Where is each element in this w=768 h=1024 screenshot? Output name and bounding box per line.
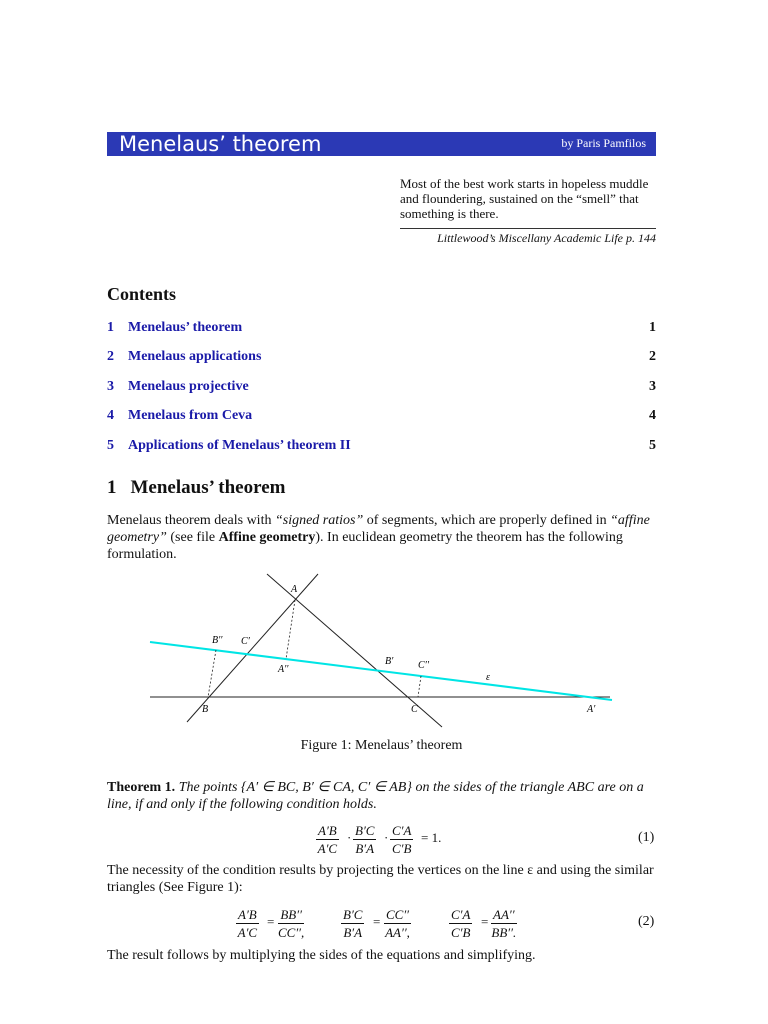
toc-item[interactable] xyxy=(107,320,656,338)
eq2-e-numerator: C′A xyxy=(451,907,471,922)
eq1-fraction-2 xyxy=(353,822,376,857)
document-title: Menelaus’ theorem xyxy=(119,132,322,156)
eq1-f3-numerator: C′A xyxy=(392,823,412,838)
intro-text: (see file xyxy=(166,530,219,545)
label-a: A xyxy=(291,584,298,595)
toc-number: 2 xyxy=(107,349,114,364)
eq2-fraction-c xyxy=(341,906,364,941)
eq2-equals: = xyxy=(267,914,275,929)
intro-text: ). In euclidean geometry the theorem has the following formulation. xyxy=(107,530,623,562)
menelaus-figure xyxy=(140,572,630,732)
title-banner xyxy=(107,132,656,156)
section-number: 1 xyxy=(107,477,117,498)
epigraph-rule xyxy=(400,228,656,229)
toc-page: 5 xyxy=(649,438,656,453)
eq2-fraction-f xyxy=(491,906,517,941)
toc-item[interactable] xyxy=(107,438,656,456)
eq1-f1-denominator: A′C xyxy=(317,841,338,856)
toc-page: 1 xyxy=(649,320,656,335)
eq1-fraction-3 xyxy=(390,822,413,857)
line-ab xyxy=(187,574,318,722)
eq1-dot: · xyxy=(347,830,352,845)
label-epsilon: ε xyxy=(486,672,490,683)
eq2-a-denominator: A′C xyxy=(237,925,258,940)
figure-caption: Figure 1: Menelaus’ theorem xyxy=(300,738,463,753)
intro-emphasis: “signed ratios” xyxy=(274,513,364,528)
transversal-line xyxy=(150,642,612,700)
eq2-b-denominator: CC′′, xyxy=(278,925,305,940)
eq1-f1-numerator: A′B xyxy=(318,823,337,838)
label-c-double-prime: C′′ xyxy=(418,660,430,671)
theorem-statement xyxy=(107,779,656,813)
eq1-f2-numerator: B′C xyxy=(355,823,375,838)
toc-link[interactable]: Menelaus’ theorem xyxy=(128,320,243,335)
equation-number-1: (1) xyxy=(638,830,655,845)
section-heading xyxy=(107,477,285,499)
eq2-c-numerator: B′C xyxy=(343,907,363,922)
theorem-label: Theorem 1. xyxy=(107,780,176,795)
eq1-fraction-1 xyxy=(316,822,339,857)
epigraph-text: Most of the best work starts in hopeless muddle and floundering, sustained on the “smell” that something is there. xyxy=(400,176,649,221)
label-a-double-prime: A′′ xyxy=(278,664,289,675)
label-b: B xyxy=(202,704,209,715)
eq2-f-numerator: AA′′ xyxy=(493,907,515,922)
toc-number: 1 xyxy=(107,320,114,335)
eq2-fraction-b xyxy=(278,906,304,941)
eq2-equals: = xyxy=(481,914,489,929)
toc-number: 4 xyxy=(107,408,114,423)
eq2-d-denominator: AA′′, xyxy=(385,925,410,940)
toc-page: 4 xyxy=(649,408,656,423)
section-title: Menelaus’ theorem xyxy=(130,477,286,498)
label-b-prime: B′ xyxy=(385,656,394,667)
eq2-c-denominator: B′A xyxy=(343,925,363,940)
toc-link[interactable]: Menelaus projective xyxy=(128,379,249,394)
projection-c xyxy=(418,676,421,697)
eq1-dot: · xyxy=(384,830,389,845)
eq2-d-numerator: CC′′ xyxy=(386,907,410,922)
eq1-f3-denominator: C′B xyxy=(392,841,412,856)
epigraph-source: Littlewood’s Miscellany Academic Life p. 144 xyxy=(437,231,656,245)
toc-page: 2 xyxy=(649,349,656,364)
intro-text: of segments, which are properly defined in xyxy=(363,513,611,528)
eq2-fraction-a xyxy=(236,906,259,941)
contents-heading: Contents xyxy=(107,284,177,304)
label-b-double-prime: B′′ xyxy=(212,635,223,646)
label-a-prime: A′ xyxy=(587,704,596,715)
eq1-rhs: = 1. xyxy=(421,830,442,845)
eq2-fraction-d xyxy=(384,906,411,941)
toc-item[interactable] xyxy=(107,379,656,397)
eq2-a-numerator: A′B xyxy=(238,907,257,922)
eq2-f-denominator: BB′′. xyxy=(491,925,517,940)
affine-geometry-reference: Affine geometry xyxy=(218,530,316,545)
eq2-equals: = xyxy=(373,914,381,929)
intro-paragraph xyxy=(107,512,656,563)
author-line: by Paris Pamfilos xyxy=(561,136,646,150)
eq2-e-denominator: C′B xyxy=(451,925,471,940)
toc-link[interactable]: Menelaus applications xyxy=(128,349,262,364)
toc-page: 3 xyxy=(649,379,656,394)
label-c-prime: C′ xyxy=(241,636,250,647)
theorem-text: The points {A′ ∈ BC, B′ ∈ CA, C′ ∈ AB} on the sides of the triangle ABC are on a line, if and only if the following condition holds. xyxy=(107,780,644,812)
eq2-b-numerator: BB′′ xyxy=(278,906,304,924)
equation-number-2: (2) xyxy=(638,914,655,929)
conclusion-paragraph: The result follows by multiplying the sides of the equations and simplifying. xyxy=(107,948,536,963)
toc-link[interactable]: Menelaus from Ceva xyxy=(128,408,253,423)
toc-number: 3 xyxy=(107,379,114,394)
toc-item[interactable] xyxy=(107,408,656,426)
eq1-f2-denominator: B′A xyxy=(355,841,375,856)
toc-link[interactable]: Applications of Menelaus’ theorem II xyxy=(128,438,351,453)
toc-number: 5 xyxy=(107,438,114,453)
toc-item[interactable] xyxy=(107,349,656,367)
necessity-paragraph: The necessity of the condition results by projecting the vertices on the line ε and using the similar triangles (See Figure 1): xyxy=(107,863,654,895)
intro-emphasis: “affine geometry” xyxy=(107,513,650,545)
eq2-fraction-e xyxy=(449,906,472,941)
intro-text: Menelaus theorem deals with xyxy=(107,513,275,528)
label-c: C xyxy=(411,704,418,715)
